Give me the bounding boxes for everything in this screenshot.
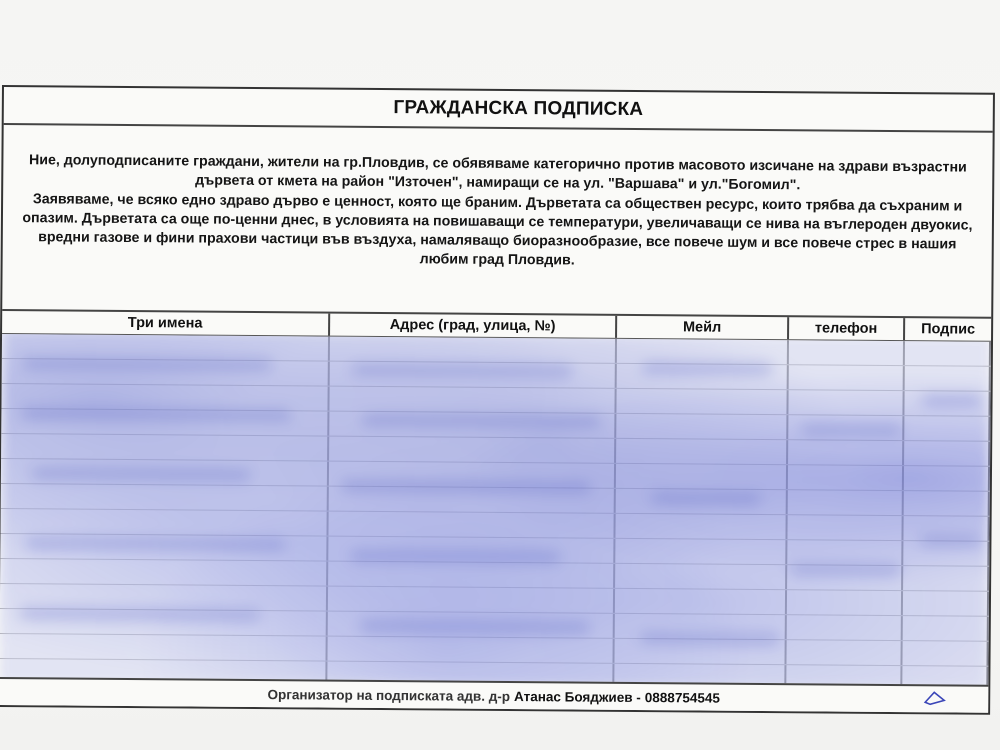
- column-header-address: Адрес (град, улица, №): [330, 314, 617, 338]
- petition-sheet: [0, 85, 995, 715]
- organizer-name: Атанас Бояджиев -: [514, 688, 641, 705]
- column-header-phone: телефон: [789, 317, 905, 340]
- signature-table-body: [0, 334, 991, 692]
- redaction-blur: [0, 334, 991, 692]
- declaration-text: [2, 125, 992, 319]
- column-header-signature: Подпис: [921, 321, 976, 338]
- declaration-paragraph-2: Заявяваме, че всяко едно здраво дърво е ценност, която ще браним. Дърветата са обществен ресурс, които трябва да съхраним и опазим. Дърветата са още по-ценни днес, в условията на повишаващи се температури, увеличаващи се нива на въглероден двуокис, вредни газове и фини прахови частици във въздуха, намаляващо биоразнообразие, все повече шум и все повече стрес в нашия любим град Пловдив.: [22, 190, 973, 269]
- petition-title: ГРАЖДАНСКА ПОДПИСКА: [393, 97, 644, 121]
- column-header-email: Мейл: [617, 316, 789, 339]
- organizer-label: Организатор на подписката адв. д-р: [267, 686, 511, 704]
- pen-mark-icon: [920, 684, 980, 710]
- column-header-names: Три имена: [2, 311, 330, 336]
- organizer-phone: 0888754545: [644, 689, 720, 706]
- declaration-paragraph-1: Ние, долуподписаните граждани, жители на гр.Пловдив, се обявяваме категорично против масовото изсичане на здрави възрастни дървета от кмета на район "Източен", намиращи се на ул. "Варшава" и ул."Богомил".: [28, 152, 967, 194]
